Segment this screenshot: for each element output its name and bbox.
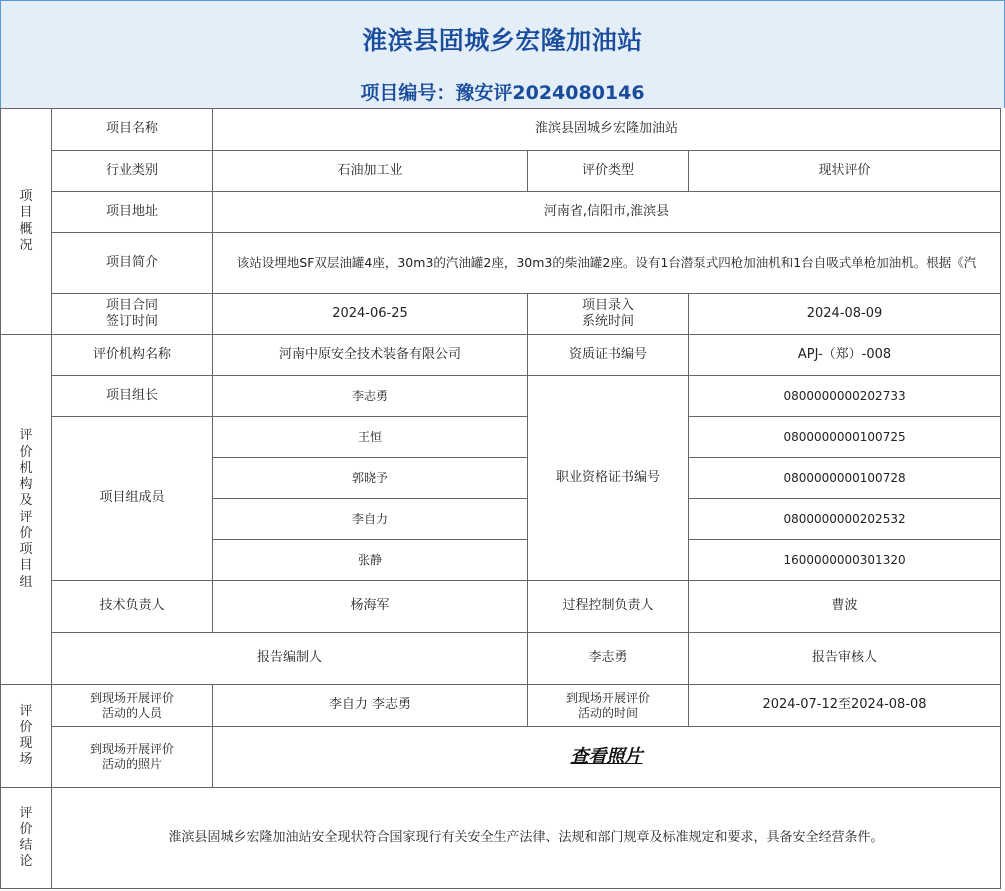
site-photo-label-line1: 到现场开展评价 <box>89 742 174 756</box>
address-label: 项目地址 <box>52 192 213 233</box>
entry-label-line1: 项目录入 <box>581 297 634 313</box>
entry-date-label <box>528 294 689 335</box>
contract-label-line2: 签订时间 <box>105 314 158 329</box>
site-photo-label-line2: 活动的照片 <box>101 757 162 771</box>
qual-cert-label: 资质证书编号 <box>528 335 689 376</box>
table-row <box>1 685 1001 727</box>
industry-value: 石油加工业 <box>213 151 528 192</box>
report-author-label: 报告编制人 <box>52 633 528 685</box>
member-name: 李自力 <box>213 499 528 540</box>
member-name: 张静 <box>213 540 528 581</box>
leader-cert: 0800000000202733 <box>689 376 1001 417</box>
report-reviewer-label: 报告审核人 <box>689 633 1001 685</box>
members-label: 项目组成员 <box>52 417 213 581</box>
tech-lead-value: 杨海军 <box>213 581 528 633</box>
table-row <box>1 727 1001 788</box>
project-name-value: 淮滨县固城乡宏隆加油站 <box>213 109 1001 151</box>
site-time-label-line2: 活动的时间 <box>577 705 638 720</box>
site-photo-label <box>52 727 213 788</box>
site-people-value: 李自力 李志勇 <box>213 685 528 727</box>
report-author-value: 李志勇 <box>528 633 689 685</box>
cert-number-label: 职业资格证书编号 <box>528 376 689 581</box>
industry-label: 行业类别 <box>52 151 213 192</box>
leader-label: 项目组长 <box>52 376 213 417</box>
site-people-label-line1: 到现场开展评价 <box>89 690 174 705</box>
contract-label-line1: 项目合同 <box>105 297 158 313</box>
table-row <box>1 581 1001 633</box>
intro-value: 该站设埋地SF双层油罐4座，30m3的汽油罐2座，30m3的柴油罐2座。设有1台潜泵式四枪加油机和1台自吸式单枪加油机。根据《汽 <box>213 233 1001 294</box>
tech-lead-label: 技术负责人 <box>52 581 213 633</box>
table-row <box>1 417 1001 458</box>
agency-label: 评价机构名称 <box>52 335 213 376</box>
site-time-label <box>528 685 689 727</box>
process-lead-value: 曹波 <box>689 581 1001 633</box>
entry-label-line2: 系统时间 <box>581 314 634 329</box>
table-row <box>1 233 1001 294</box>
table-row <box>1 788 1001 889</box>
intro-label: 项目简介 <box>52 233 213 294</box>
agency-value: 河南中原安全技术装备有限公司 <box>213 335 528 376</box>
table-row <box>1 294 1001 335</box>
section-label-site: 评 价 现 场 <box>1 685 52 788</box>
member-cert: 1600000000301320 <box>689 540 1001 581</box>
table-row <box>1 376 1001 417</box>
contract-date-value: 2024-06-25 <box>213 294 528 335</box>
project-number: 项目编号：豫安评2024080146 <box>360 82 645 104</box>
member-cert: 0800000000202532 <box>689 499 1001 540</box>
table-row <box>1 192 1001 233</box>
contract-date-label <box>52 294 213 335</box>
site-time-label-line1: 到现场开展评价 <box>565 690 650 705</box>
eval-type-label: 评价类型 <box>528 151 689 192</box>
site-time-value: 2024-07-12至2024-08-08 <box>689 685 1001 727</box>
section-label-overview: 项 目 概 况 <box>1 109 52 335</box>
address-value: 河南省,信阳市,淮滨县 <box>213 192 1001 233</box>
member-cert: 0800000000100725 <box>689 417 1001 458</box>
member-name: 王恒 <box>213 417 528 458</box>
process-lead-label: 过程控制负责人 <box>528 581 689 633</box>
qual-cert-value: APJ-（郑）-008 <box>689 335 1001 376</box>
project-name-label: 项目名称 <box>52 109 213 151</box>
site-photo-cell <box>213 727 1001 788</box>
section-label-conclusion: 评 价 结 论 <box>1 788 52 889</box>
site-people-label <box>52 685 213 727</box>
project-info-table <box>0 108 1001 889</box>
table-row <box>1 109 1001 151</box>
conclusion-text: 淮滨县固城乡宏隆加油站安全现状符合国家现行有关安全生产法律、法规和部门规章及标准规定和要求，具备安全经营条件。 <box>52 788 1001 889</box>
table-row <box>1 633 1001 685</box>
page-title: 淮滨县固城乡宏隆加油站 <box>362 26 643 55</box>
eval-type-value: 现状评价 <box>689 151 1001 192</box>
entry-date-value: 2024-08-09 <box>689 294 1001 335</box>
member-cert: 0800000000100728 <box>689 458 1001 499</box>
table-row <box>1 151 1001 192</box>
site-people-label-line2: 活动的人员 <box>101 705 162 720</box>
member-name: 郭晓予 <box>213 458 528 499</box>
view-photos-link[interactable]: 查看照片 <box>570 745 643 767</box>
section-label-org: 评 价 机 构 及 评 价 项 目 组 <box>1 335 52 685</box>
table-row <box>1 335 1001 376</box>
leader-name: 李志勇 <box>213 376 528 417</box>
page-header <box>0 0 1005 108</box>
